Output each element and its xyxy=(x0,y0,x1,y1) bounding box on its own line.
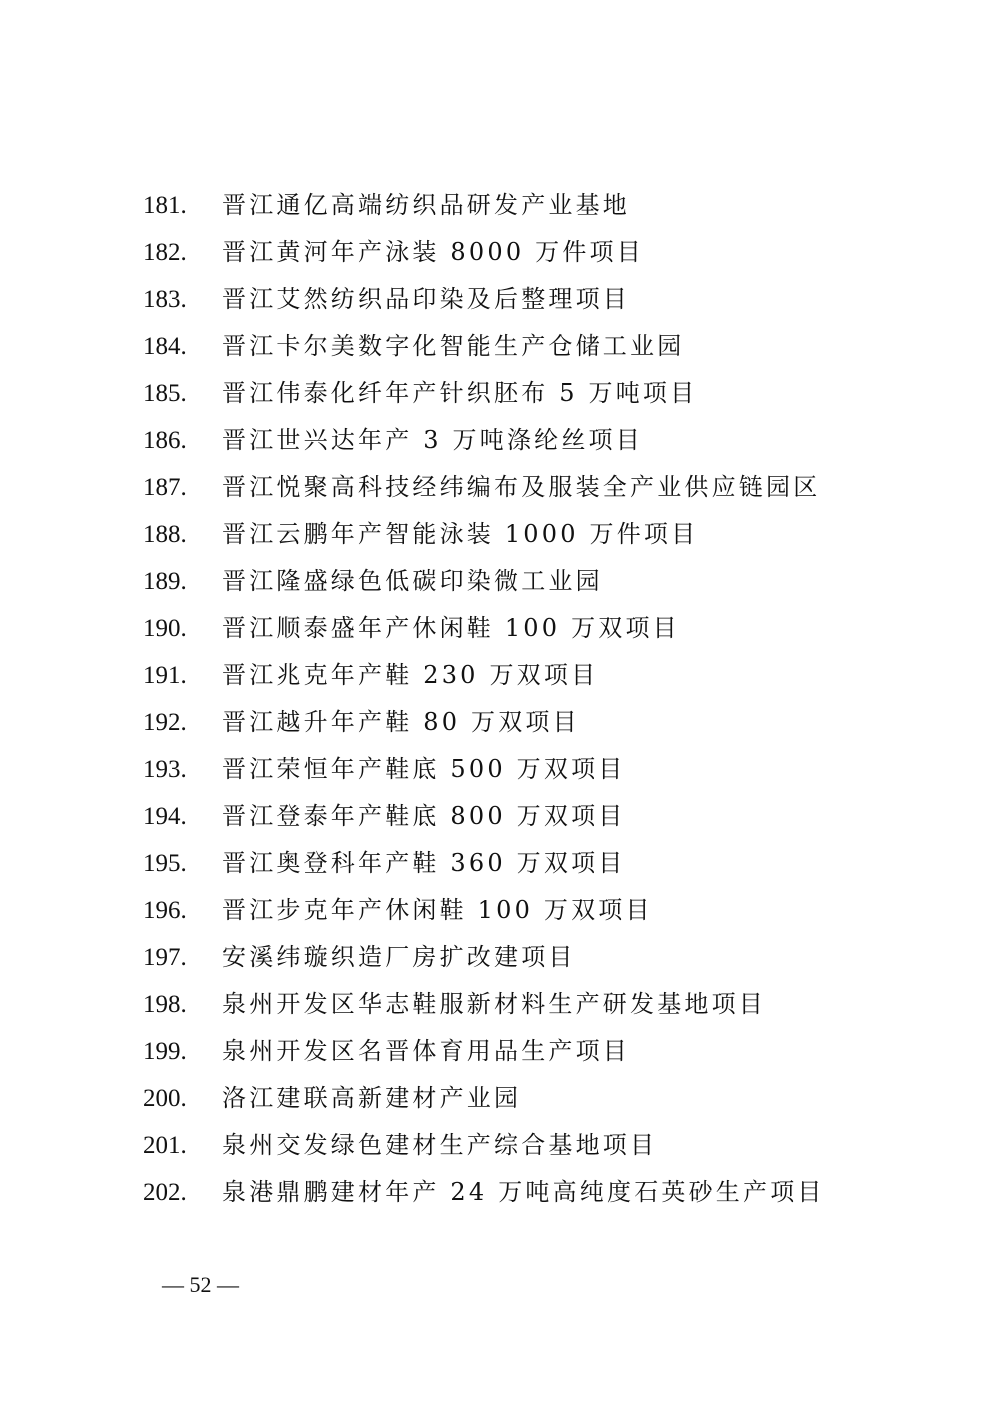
list-item xyxy=(0,511,1000,558)
page-number: — 52 — xyxy=(162,1272,239,1297)
list-item-number: 181. xyxy=(143,192,187,219)
list-item xyxy=(0,746,1000,793)
list-item-text: 晋江越升年产鞋 80 万双项目 xyxy=(222,708,580,736)
list-item-number: 197. xyxy=(143,944,187,971)
list-item xyxy=(0,558,1000,605)
list-item-number: 195. xyxy=(143,850,187,877)
list-item-number: 200. xyxy=(143,1085,187,1112)
list-item-text: 泉州交发绿色建材生产综合基地项目 xyxy=(222,1131,658,1159)
list-item-number: 194. xyxy=(143,803,187,830)
list-item-text: 泉港鼎鹏建材年产 24 万吨高纯度石英砂生产项目 xyxy=(222,1178,825,1206)
list-item xyxy=(0,934,1000,981)
list-item xyxy=(0,323,1000,370)
list-item xyxy=(0,652,1000,699)
list-item-text: 安溪纬璇织造厂房扩改建项目 xyxy=(222,943,576,971)
list-item-text: 晋江隆盛绿色低碳印染微工业园 xyxy=(222,567,603,595)
list-item-number: 193. xyxy=(143,756,187,783)
list-item-text: 晋江黄河年产泳装 8000 万件项目 xyxy=(222,238,644,266)
list-item-text: 晋江奥登科年产鞋 360 万双项目 xyxy=(222,849,626,877)
list-item-text: 晋江云鹏年产智能泳装 1000 万件项目 xyxy=(222,520,699,548)
list-item-number: 187. xyxy=(143,474,187,501)
list-item-number: 182. xyxy=(143,239,187,266)
list-item-text: 晋江艾然纺织品印染及后整理项目 xyxy=(222,285,630,313)
list-item xyxy=(0,1028,1000,1075)
list-item-text: 晋江世兴达年产 3 万吨涤纶丝项目 xyxy=(222,426,643,454)
list-item-text: 晋江悦聚高科技经纬编布及服装全产业供应链园区 xyxy=(222,473,821,501)
list-item-number: 183. xyxy=(143,286,187,313)
list-item-text: 泉州开发区华志鞋服新材料生产研发基地项目 xyxy=(222,990,766,1018)
list-item xyxy=(0,417,1000,464)
list-item-text: 晋江伟泰化纤年产针织胚布 5 万吨项目 xyxy=(222,379,698,407)
list-item-number: 184. xyxy=(143,333,187,360)
list-item-number: 201. xyxy=(143,1132,187,1159)
list-item-text: 晋江登泰年产鞋底 800 万双项目 xyxy=(222,802,626,830)
list-item xyxy=(0,981,1000,1028)
list-item xyxy=(0,605,1000,652)
list-item-number: 199. xyxy=(143,1038,187,1065)
list-item-number: 198. xyxy=(143,991,187,1018)
list-item xyxy=(0,370,1000,417)
list-item xyxy=(0,840,1000,887)
list-item-number: 190. xyxy=(143,615,187,642)
list-item-text: 晋江通亿高端纺织品研发产业基地 xyxy=(222,191,630,219)
list-item xyxy=(0,793,1000,840)
list-item-number: 186. xyxy=(143,427,187,454)
list-item xyxy=(0,276,1000,323)
list-item-number: 188. xyxy=(143,521,187,548)
list-item-number: 189. xyxy=(143,568,187,595)
list-item-text: 晋江步克年产休闲鞋 100 万双项目 xyxy=(222,896,653,924)
list-item xyxy=(0,182,1000,229)
list-item xyxy=(0,229,1000,276)
list-item-text: 晋江顺泰盛年产休闲鞋 100 万双项目 xyxy=(222,614,680,642)
list-item-text: 晋江卡尔美数字化智能生产仓储工业园 xyxy=(222,332,685,360)
list-item-text: 泉州开发区名晋体育用品生产项目 xyxy=(222,1037,630,1065)
list-item-number: 185. xyxy=(143,380,187,407)
list-item xyxy=(0,1075,1000,1122)
list-item xyxy=(0,699,1000,746)
list-item xyxy=(0,887,1000,934)
list-item-number: 202. xyxy=(143,1179,187,1206)
list-item xyxy=(0,464,1000,511)
list-item xyxy=(0,1122,1000,1169)
list-item-number: 191. xyxy=(143,662,187,689)
list-item-number: 192. xyxy=(143,709,187,736)
project-list xyxy=(0,182,1000,1216)
list-item-number: 196. xyxy=(143,897,187,924)
list-item-text: 晋江兆克年产鞋 230 万双项目 xyxy=(222,661,599,689)
list-item xyxy=(0,1169,1000,1216)
list-item-text: 晋江荣恒年产鞋底 500 万双项目 xyxy=(222,755,626,783)
list-item-text: 洛江建联高新建材产业园 xyxy=(222,1084,522,1112)
